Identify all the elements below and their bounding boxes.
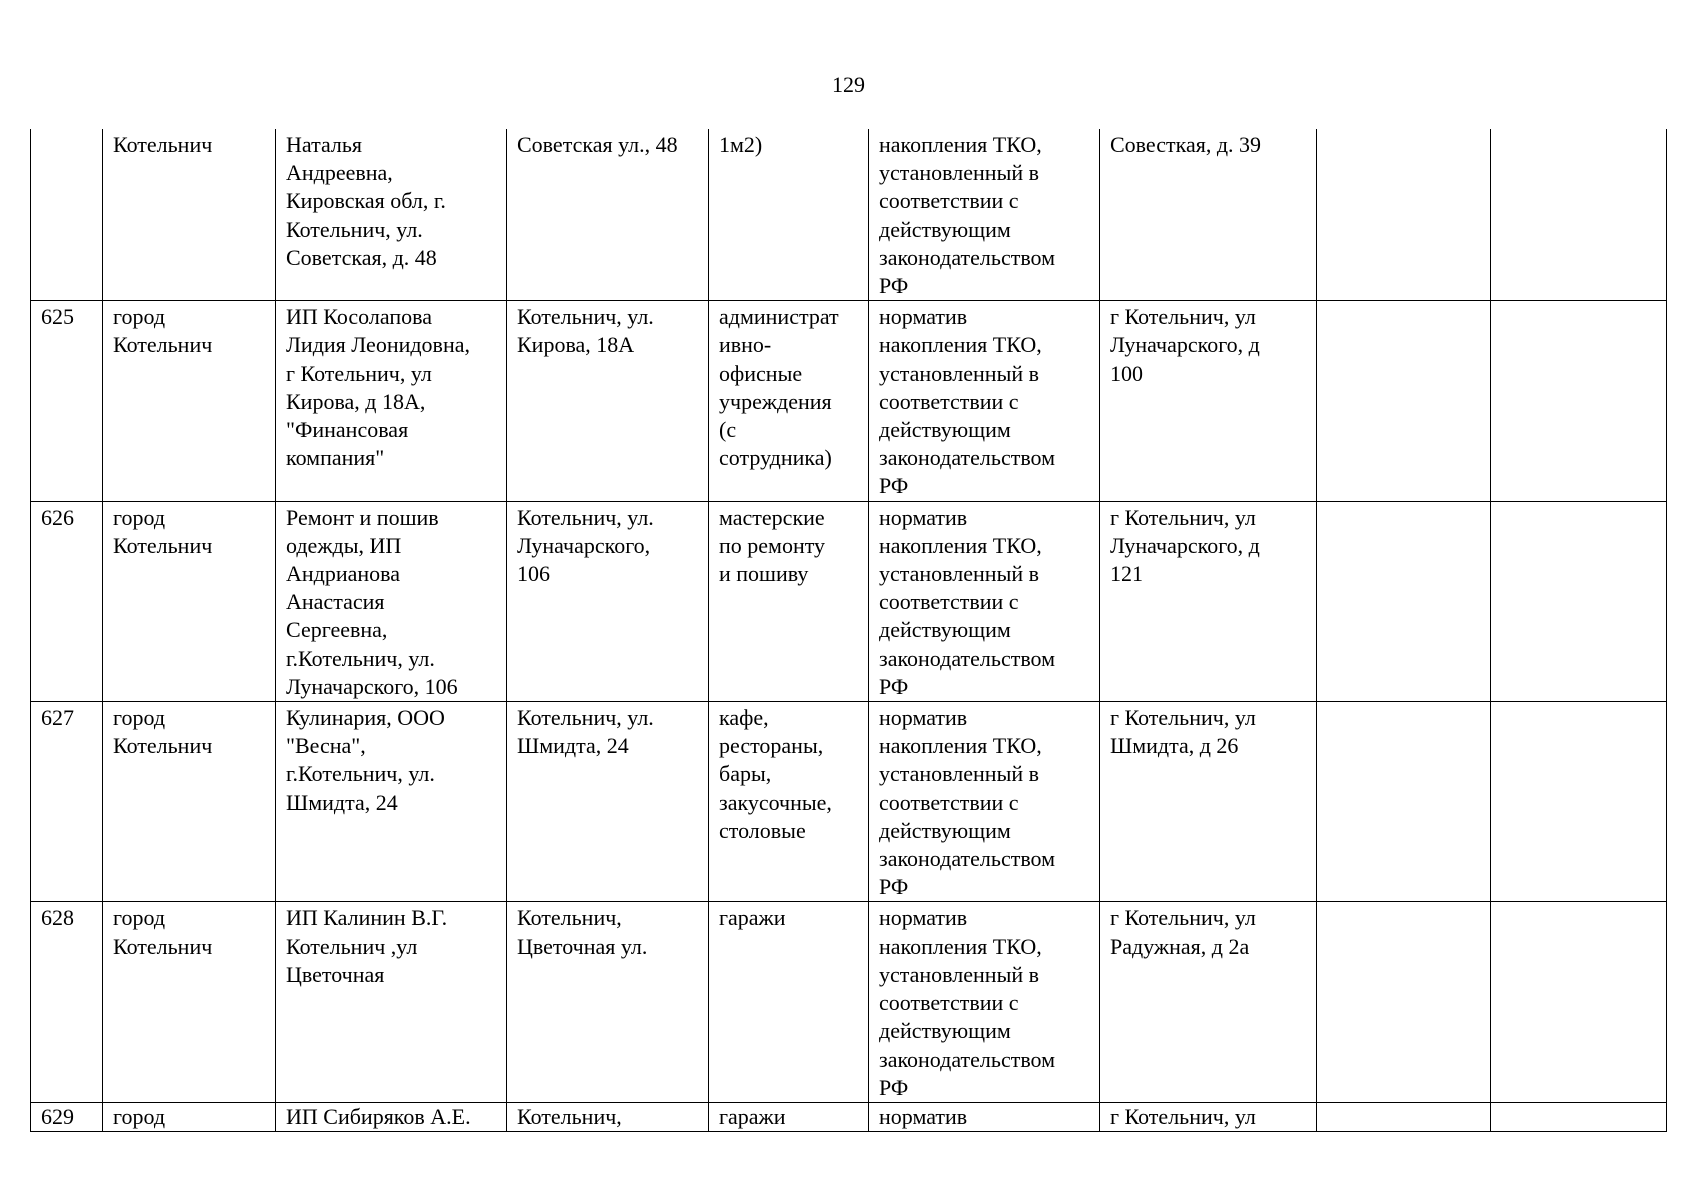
cell-empty bbox=[1317, 702, 1491, 902]
table-row bbox=[31, 501, 1667, 701]
cell-site: Совесткая, д. 39 bbox=[1100, 129, 1317, 301]
table-row bbox=[31, 702, 1667, 902]
cell-category: мастерские по ремонту и пошиву bbox=[709, 501, 869, 701]
cell-number: 628 bbox=[31, 902, 103, 1102]
cell-empty bbox=[1317, 501, 1491, 701]
table-row bbox=[31, 301, 1667, 501]
cell-owner: Ремонт и пошив одежды, ИП Андрианова Анастасия Сергеевна, г.Котельнич, ул. Луначарского, 106 bbox=[276, 501, 507, 701]
cell-site: г Котельнич, ул Луначарского, д 121 bbox=[1100, 501, 1317, 701]
cell-owner: Наталья Андреевна, Кировская обл, г. Котельнич, ул. Советская, д. 48 bbox=[276, 129, 507, 301]
cell-empty bbox=[1317, 301, 1491, 501]
cell-settlement: город bbox=[103, 1102, 276, 1131]
waste-sites-table bbox=[30, 129, 1667, 1132]
cell-address: Котельнич, ул. Шмидта, 24 bbox=[507, 702, 709, 902]
cell-number: 626 bbox=[31, 501, 103, 701]
cell-empty bbox=[1491, 301, 1667, 501]
cell-empty bbox=[1491, 702, 1667, 902]
cell-empty bbox=[1317, 902, 1491, 1102]
cell-category: администрат ивно- офисные учреждения (с сотрудника) bbox=[709, 301, 869, 501]
cell-site: г Котельнич, ул bbox=[1100, 1102, 1317, 1131]
cell-site: г Котельнич, ул Шмидта, д 26 bbox=[1100, 702, 1317, 902]
cell-number bbox=[31, 129, 103, 301]
cell-norm: норматив накопления ТКО, установленный в соответствии с действующим законодательством РФ bbox=[869, 702, 1100, 902]
cell-empty bbox=[1491, 129, 1667, 301]
cell-site: г Котельнич, ул Луначарского, д 100 bbox=[1100, 301, 1317, 501]
cell-empty bbox=[1491, 1102, 1667, 1131]
table-row bbox=[31, 902, 1667, 1102]
cell-address: Котельнич, ул. Луначарского, 106 bbox=[507, 501, 709, 701]
cell-category: гаражи bbox=[709, 1102, 869, 1131]
cell-empty bbox=[1491, 501, 1667, 701]
cell-settlement: город Котельнич bbox=[103, 902, 276, 1102]
cell-site: г Котельнич, ул Радужная, д 2а bbox=[1100, 902, 1317, 1102]
cell-norm: норматив накопления ТКО, установленный в соответствии с действующим законодательством РФ bbox=[869, 301, 1100, 501]
cell-number: 629 bbox=[31, 1102, 103, 1131]
cell-owner: ИП Калинин В.Г. Котельнич ,ул Цветочная bbox=[276, 902, 507, 1102]
cell-settlement: город Котельнич bbox=[103, 301, 276, 501]
cell-address: Советская ул., 48 bbox=[507, 129, 709, 301]
cell-empty bbox=[1317, 1102, 1491, 1131]
table-row bbox=[31, 129, 1667, 301]
cell-address: Котельнич, ул. Кирова, 18А bbox=[507, 301, 709, 501]
cell-empty bbox=[1491, 902, 1667, 1102]
cell-number: 627 bbox=[31, 702, 103, 902]
cell-settlement: город Котельнич bbox=[103, 501, 276, 701]
cell-norm: норматив накопления ТКО, установленный в соответствии с действующим законодательством РФ bbox=[869, 902, 1100, 1102]
cell-owner: ИП Сибиряков А.Е. bbox=[276, 1102, 507, 1131]
cell-category: кафе, рестораны, бары, закусочные, столовые bbox=[709, 702, 869, 902]
cell-address: Котельнич, Цветочная ул. bbox=[507, 902, 709, 1102]
cell-norm: накопления ТКО, установленный в соответствии с действующим законодательством РФ bbox=[869, 129, 1100, 301]
cell-settlement: Котельнич bbox=[103, 129, 276, 301]
cell-category: 1м2) bbox=[709, 129, 869, 301]
cell-owner: Кулинария, ООО "Весна", г.Котельнич, ул. Шмидта, 24 bbox=[276, 702, 507, 902]
cell-settlement: город Котельнич bbox=[103, 702, 276, 902]
cell-empty bbox=[1317, 129, 1491, 301]
cell-number: 625 bbox=[31, 301, 103, 501]
cell-norm: норматив bbox=[869, 1102, 1100, 1131]
cell-address: Котельнич, bbox=[507, 1102, 709, 1131]
cell-owner: ИП Косолапова Лидия Леонидовна, г Котельнич, ул Кирова, д 18А, "Финансовая компания" bbox=[276, 301, 507, 501]
table-row bbox=[31, 1102, 1667, 1131]
cell-category: гаражи bbox=[709, 902, 869, 1102]
cell-norm: норматив накопления ТКО, установленный в соответствии с действующим законодательством РФ bbox=[869, 501, 1100, 701]
page-number: 129 bbox=[832, 72, 865, 97]
